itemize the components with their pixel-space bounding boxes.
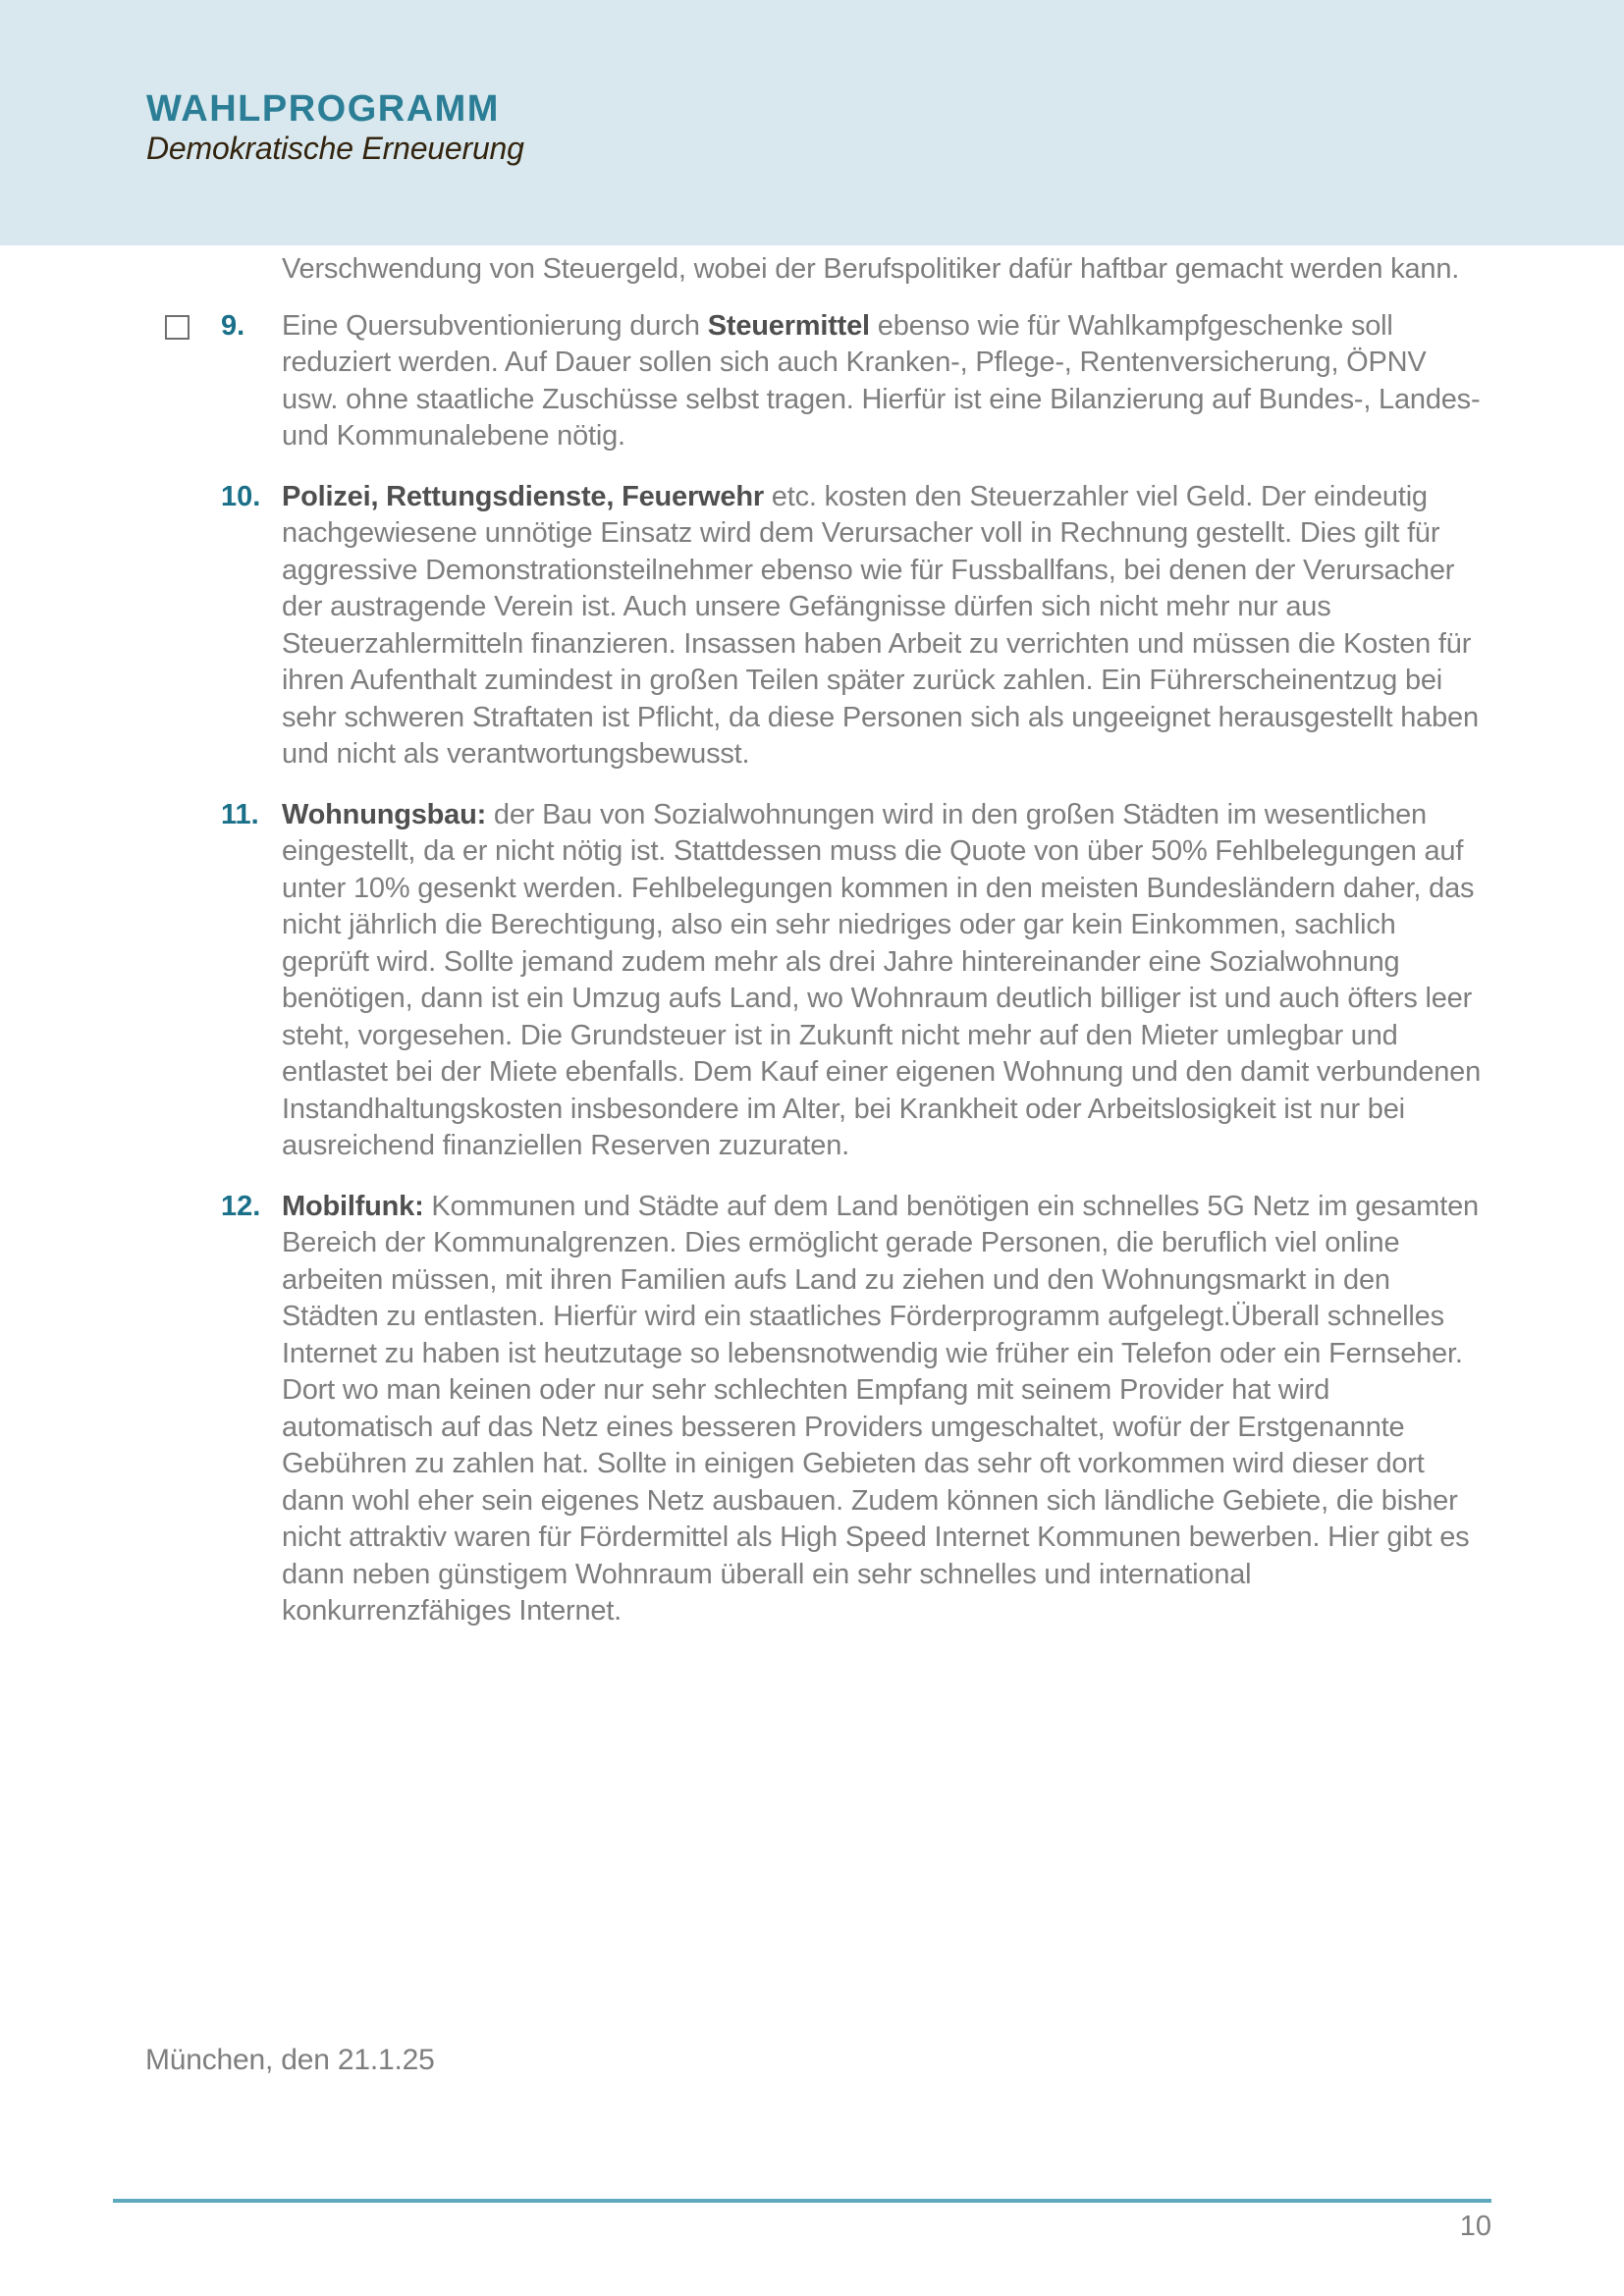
item-text-bold: Mobilfunk: xyxy=(282,1190,424,1222)
program-title: WAHLPROGRAMM xyxy=(146,88,500,130)
list-item-10 xyxy=(221,479,1485,774)
item-text: Eine Quersubventionierung durch xyxy=(282,309,708,342)
item-text-bold: Steuermittel xyxy=(707,309,870,342)
item-text: Kommunen und Städte auf dem Land benötigen ein schnelles 5G Netz im gesamten Bereich der Kommunalgrenzen. Dies ermöglicht gerade Personen, die beruflich viel online arbeiten müssen, mit ihren Familien aufs Land zu ziehen und den Wohnungsmarkt in den Städten zu entlasten. Hierfür wird ein staatliches Förderprogramm aufgelegt.Überall schnelles Internet zu haben ist heutzutage so lebensnotwendig wie früher ein Telefon oder ein Fernseher. Dort wo man keinen oder nur sehr schlechten Empfang mit seinem Provider hat wird automatisch auf das Netz eines besseren Providers umgeschaltet, wofür der Erstgenannte Gebühren zu zahlen hat. Sollte in einigen Gebieten das sehr oft vorkommen wird dieser dort dann wohl eher sein eigenes Netz ausbauen. Zudem können sich ländliche Gebiete, die bisher nicht attraktiv waren für Fördermittel als High Speed Internet Kommunen bewerben. Hier gibt es dann neben günstigem Wohnraum überall ein sehr schnelles und international konkurrenzfähiges Internet. xyxy=(282,1190,1479,1627)
item-text-bold: Polizei, Rettungsdienste, Feuerwehr xyxy=(282,480,764,512)
list-item-12 xyxy=(221,1189,1485,1630)
content-area xyxy=(0,251,1624,1654)
item-text: etc. kosten den Steuerzahler viel Geld. Der eindeutig nachgewiesene unnötige Einsatz wird dem Verursacher voll in Rechnung gestellt. Dies gilt für aggressive Demonstrationsteilnehmer ebenso wie für Fussballfans, bei denen der Verursacher der austragende Verein ist. Auch unsere Gefängnisse dürfen sich nicht mehr nur aus Steuerzahlermitteln finanzieren. Insassen haben Arbeit zu verrichten und müssen die Kosten für ihren Aufenthalt zumindest in großen Teilen später zurück zahlen. Ein Führerscheinentzug bei sehr schweren Straftaten ist Pflicht, da diese Personen sich als ungeeignet herausgestellt haben und nicht als verantwortungsbewusst. xyxy=(282,480,1479,770)
item-text: ebenso wie für Wahlkampfgeschenke soll reduziert werden. Auf Dauer sollen sich auch Kranken-, Pflege-, Rentenversicherung, ÖPNV usw. ohne staatliche Zuschüsse selbst tragen. Hierfür ist eine Bilanzierung auf Bundes-, Landes- und Kommunalebene nötig. xyxy=(282,309,1481,452)
item-text-bold: Wohnungsbau: xyxy=(282,798,487,830)
intro-paragraph: Verschwendung von Steuergeld, wobei der Berufspolitiker dafür haftbar gemacht werden kann. xyxy=(282,253,1460,285)
item-number: 9. xyxy=(221,309,245,342)
item-number: 11. xyxy=(221,798,259,830)
item-text: der Bau von Sozialwohnungen wird in den großen Städten im wesentlichen eingestellt, da er nicht nötig ist. Stattdessen muss die Quote von über 50% Fehlbelegungen auf unter 10% gesenkt werden. Fehlbelegungen kommen in den meisten Bundesländern daher, das nicht jährlich die Berechtigung, also ein sehr niedriges oder gar kein Einkommen, sachlich geprüft wird. Sollte jemand zudem mehr als drei Jahre hintereinander eine Sozialwohnung benötigen, dann ist ein Umzug aufs Land, wo Wohnraum deutlich billiger ist und auch öfters leer steht, vorgesehen. Die Grundsteuer ist in Zukunft nicht mehr auf den Mieter umlegbar und entlastet bei der Miete ebenfalls. Dem Kauf einer eigenen Wohnung und den damit verbundenen Instandhaltungskosten insbesondere im Alter, bei Krankheit oder Arbeitslosigkeit ist nur bei ausreichend finanziellen Reserven zuzuraten. xyxy=(282,798,1482,1161)
checkbox-icon[interactable] xyxy=(165,315,189,340)
item-number: 12. xyxy=(221,1190,261,1222)
program-subtitle: Demokratische Erneuerung xyxy=(146,131,524,166)
list-item-9 xyxy=(221,308,1485,455)
list-item-11 xyxy=(221,797,1485,1165)
page-number: 10 xyxy=(1459,2211,1491,2242)
header-band xyxy=(0,0,1624,245)
footer-rule xyxy=(113,2199,1491,2203)
dateline: München, den 21.1.25 xyxy=(145,2044,435,2076)
item-number: 10. xyxy=(221,480,261,512)
